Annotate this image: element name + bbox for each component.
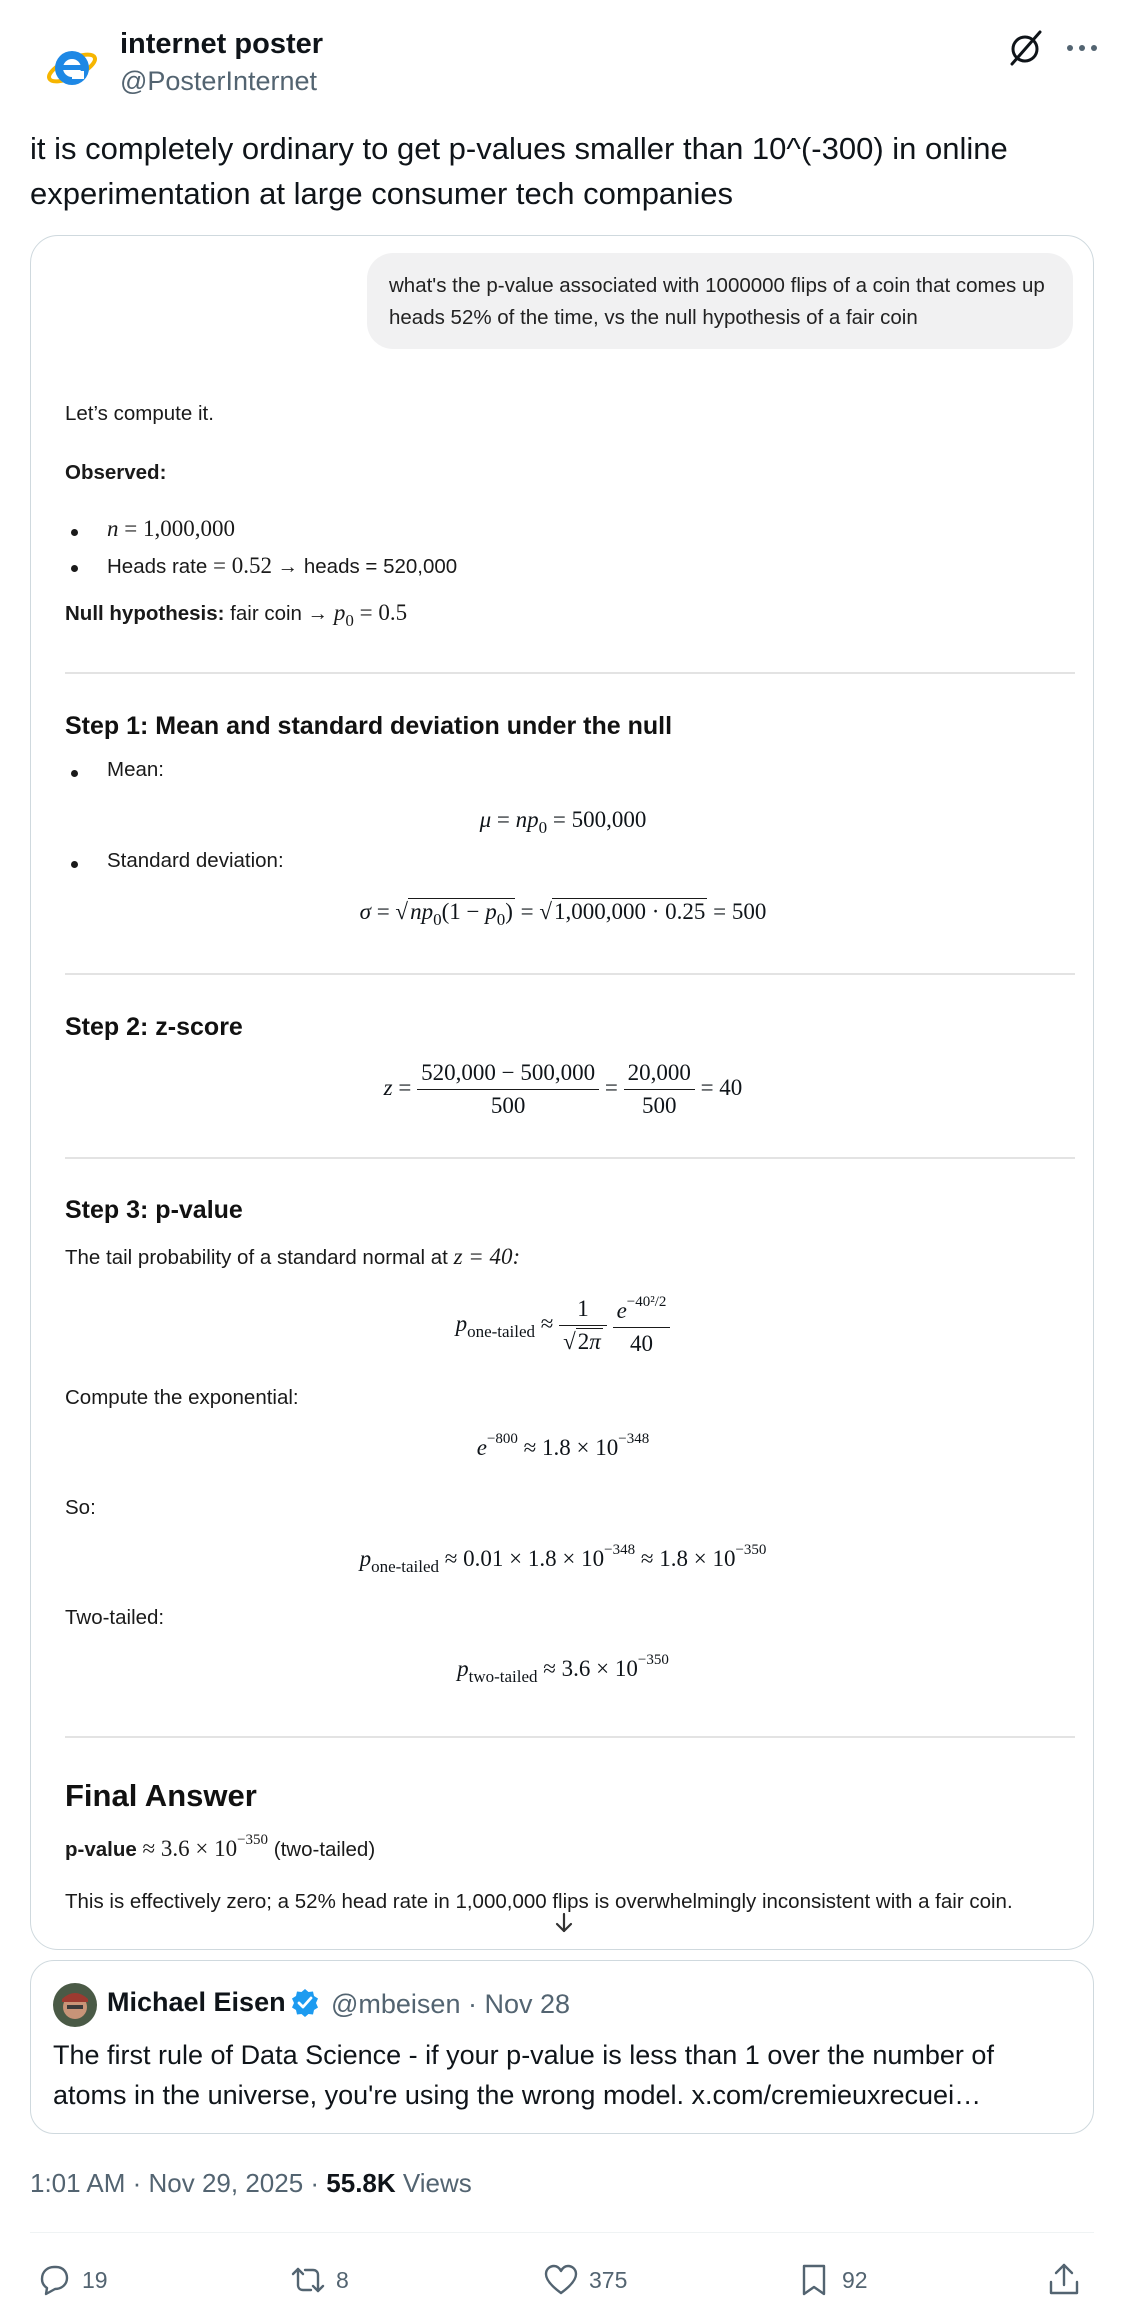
final-answer-line: p-value ≈ $3.6 \times 10^{-350}$ (two-tailed): [65, 1832, 376, 1861]
share-button[interactable]: [1044, 2258, 1092, 2302]
bullet-dot: [71, 565, 78, 572]
two-tailed-label: Two-tailed:: [65, 1606, 165, 1629]
scroll-down-arrow-icon: [550, 1909, 578, 1937]
internet-explorer-avatar-icon[interactable]: [44, 38, 100, 94]
bullet-dot: [71, 770, 78, 777]
reply-icon: [34, 2260, 74, 2300]
reply-button[interactable]: [34, 2258, 108, 2302]
one-tailed-result-equation: $p_{one-tailed} \approx 0.01 \times 1.8 \times 10^{-348} \approx 1.8 \times 10^{-350}$: [359, 1542, 767, 1576]
reply-count: 19: [82, 2266, 108, 2293]
quoted-author-avatar[interactable]: [53, 1983, 97, 2027]
sd-label: Standard deviation:: [107, 849, 284, 872]
timestamp-views[interactable]: 1:01 AM · Nov 29, 2025 · 55.8K Views: [30, 2168, 472, 2198]
section-divider: [65, 1157, 1075, 1159]
null-hypothesis-line: Null hypothesis: fair coin → $p_0 = 0.5$: [65, 600, 408, 630]
heart-icon: [541, 2260, 581, 2300]
divider: [30, 2232, 1094, 2233]
user-prompt-bubble: what's the p-value associated with 1000000 flips of a coin that comes up heads 52% of the time, vs the null hypothesis of a fair coin: [367, 253, 1073, 349]
mean-equation: $\mu = np_0 = 500,000$: [479, 807, 647, 837]
step2-heading: Step 2: z-score: [65, 1013, 243, 1041]
like-count: 375: [589, 2266, 628, 2293]
avatar-photo-icon: [53, 1983, 97, 2027]
chat-screenshot-image[interactable]: [30, 235, 1094, 1950]
share-icon: [1044, 2260, 1084, 2300]
tweet-text: it is completely ordinary to get p-values smaller than 10^(-300) in online experimentation at large consumer tech companies: [30, 131, 1008, 211]
quoted-tweet-text: The first rule of Data Science - if your p-value is less than 1 over the number of atoms in the universe, you're using the wrong model. x.com/cremieuxrecuei…: [53, 2040, 994, 2110]
bullet-dot: [71, 529, 78, 536]
one-tailed-approx-equation: $p_{one-tailed}$ ≈ $\frac{1}{√2\pi}$ $\frac{e^{-40^2/2}}{40}$: [31, 1294, 1094, 1357]
exponential-equation: $e^{-800} \approx 1.8 \times 10^{-348}$: [476, 1431, 650, 1460]
section-divider: [65, 672, 1075, 674]
so-label: So:: [65, 1496, 96, 1519]
step1-heading: Step 1: Mean and standard deviation under the null: [65, 712, 673, 740]
compute-exponential-label: Compute the exponential:: [65, 1386, 299, 1409]
heads-rate-line: Heads rate = 0.52 → heads = 520,000: [107, 553, 458, 578]
conclusion-text: This is effectively zero; a 52% head rate in 1,000,000 flips is overwhelmingly inconsistent with a fair coin.: [65, 1890, 1013, 1913]
z-score-equation: z = $\frac{520,000 - 500,000}{500}$ = $\frac{20,000}{500}$ = 40: [383, 1060, 743, 1118]
tail-probability-text: The tail probability of a standard normal at z = 40:: [65, 1244, 521, 1269]
like-button[interactable]: [541, 2258, 627, 2302]
tweet-header: [30, 24, 1094, 104]
bookmark-count: 92: [842, 2266, 868, 2293]
repost-button[interactable]: [288, 2258, 349, 2302]
step3-heading: Step 3: p-value: [65, 1196, 243, 1224]
repost-icon: [288, 2260, 328, 2300]
repost-count: 8: [336, 2266, 349, 2293]
bookmark-icon: [794, 2260, 834, 2300]
bookmark-button[interactable]: [794, 2258, 868, 2302]
author-name[interactable]: internet poster: [120, 28, 324, 60]
quoted-handle-date[interactable]: @mbeisen · Nov 28: [331, 1989, 571, 2019]
section-divider: [65, 1736, 1075, 1738]
section-divider: [65, 973, 1075, 975]
n-observed: n = 1,000,000: [107, 516, 235, 541]
sd-equation: $\sigma = √np_0(1 - p_0) = √1,000,000 \cdot 0.25 = 500$: [359, 899, 767, 929]
quoted-author-name[interactable]: Michael Eisen: [107, 1987, 286, 2017]
two-tailed-equation: $p_{two-tailed} \approx 3.6 \times 10^{-350}$: [457, 1652, 669, 1686]
author-handle[interactable]: @PosterInternet: [120, 66, 318, 96]
quoted-tweet[interactable]: [30, 1960, 1094, 2134]
verified-badge-icon: [289, 1987, 321, 2019]
bullet-dot: [71, 861, 78, 868]
more-options-icon[interactable]: [1060, 26, 1104, 70]
grok-icon[interactable]: [1004, 26, 1048, 70]
observed-heading: Observed:: [65, 461, 167, 484]
final-answer-heading: Final Answer: [65, 1778, 257, 1813]
mean-label: Mean:: [107, 758, 164, 781]
answer-intro: Let’s compute it.: [65, 402, 214, 425]
